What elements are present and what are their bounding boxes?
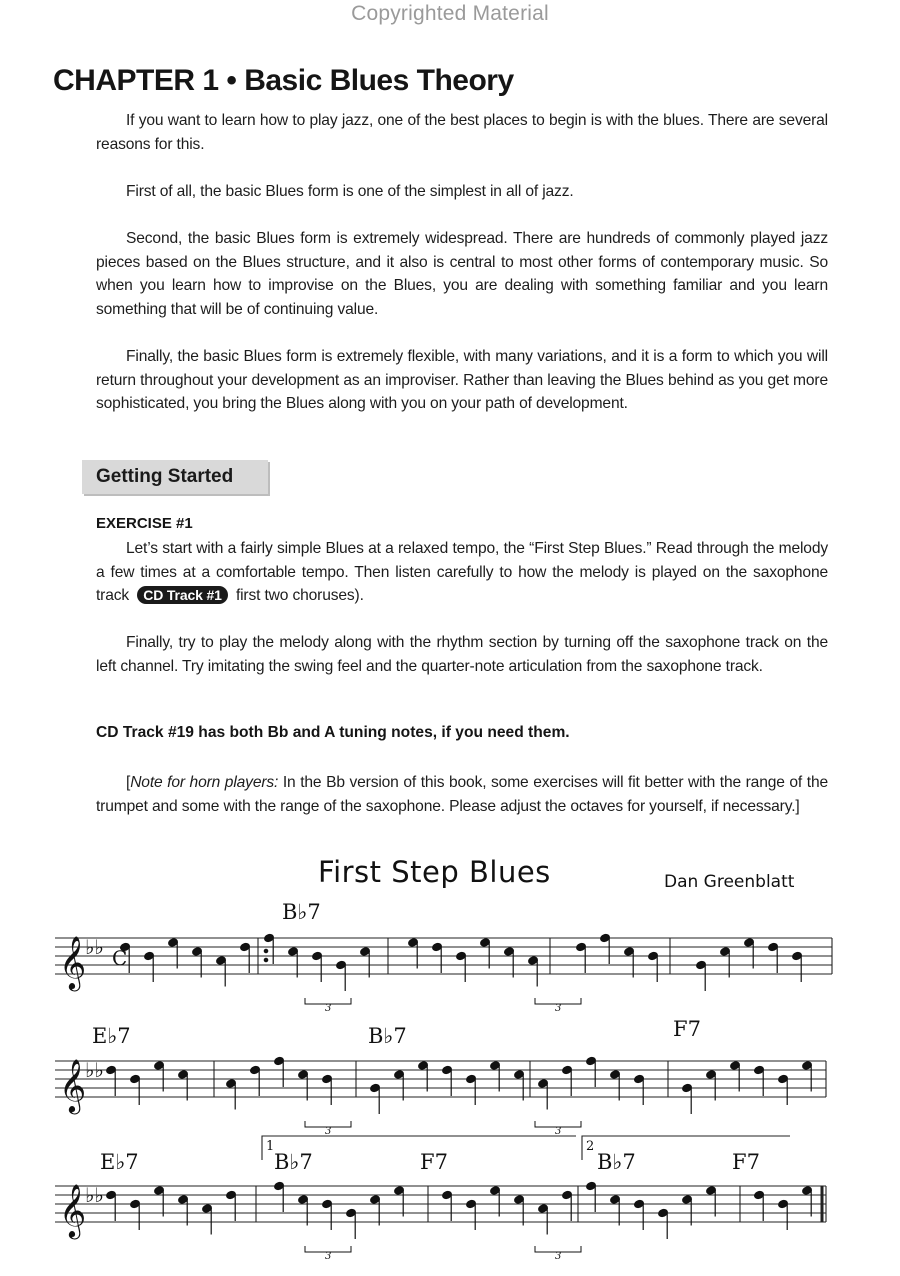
chord-symbol: B♭7 [368,1024,407,1048]
exercise-heading: EXERCISE #1 [96,515,193,532]
horn-note-label: Note for horn players: [130,774,279,791]
chord-symbol: F7 [420,1150,448,1174]
repeat-dot [264,949,268,953]
ending-bracket-1 [262,1136,576,1160]
treble-clef: 𝄞 [59,1058,87,1112]
repeat-dot [264,958,268,962]
chord-symbol: E♭7 [100,1150,139,1174]
cd-track-badge: CD Track #1 [137,586,228,604]
composer-name: Dan Greenblatt [664,872,795,892]
chord-symbol: F7 [732,1150,760,1174]
copyright-watermark: Copyrighted Material [351,2,549,25]
ending-bracket-2 [582,1136,790,1160]
triplet-number: 3 [555,1126,562,1137]
triplet-number: 3 [325,1251,332,1262]
triplet-number: 3 [555,1251,562,1262]
chapter-title: CHAPTER 1 • Basic Blues Theory [53,64,514,97]
ending-number-2: 2 [586,1139,595,1154]
paragraph-finally: Finally, the basic Blues form is extremely flexible, with many variations, and it is a form to which you will return throughout your development as an improviser. Rather than leaving the Blues behind as you get more sophisticated, you bring the Blues along with you on your path of development. [96,348,828,412]
key-signature: ♭♭ [85,935,104,959]
triplet-number: 3 [325,1003,332,1014]
song-title: First Step Blues [318,855,551,889]
chord-symbol: B♭7 [597,1150,636,1174]
treble-clef: 𝄞 [59,935,87,989]
tuning-note: CD Track #19 has both Bb and A tuning notes, if you need them. [96,724,570,741]
horn-note: [Note for horn players: In the Bb version of this book, some exercises will fit better with the range of the trumpet and some with the range of the saxophone. Please adjust the octaves for yourself, if necessary.] [96,774,828,815]
triplet-number: 3 [325,1126,332,1137]
paragraph-second: Second, the basic Blues form is extremely widespread. There are hundreds of commonly played jazz pieces based on the Blues structure, and it also is central to most other forms of contemporary music. So when you learn how to improvise on the Blues, you are dealing with something familiar and you learn something that will be of continuing value. [96,230,828,318]
horn-note-text: In the Bb version of this book, some exercises will fit better with the range of the trumpet and some with the range of the saxophone. Please adjust the octaves for yourself, if necessary. [96,774,828,815]
treble-clef: 𝄞 [59,1183,87,1237]
ending-number-1: 1 [266,1139,275,1154]
time-signature: C [112,946,128,970]
key-signature: ♭♭ [85,1183,104,1207]
exercise-paragraph-2: Finally, try to play the melody along with the rhythm section by turning off the saxophone track on the left channel. Try imitating the swing feel and the quarter-note articulation from the saxophone track. [96,634,828,675]
chord-symbol: B♭7 [282,900,321,924]
section-heading: Getting Started [96,466,234,487]
triplet-number: 3 [555,1003,562,1014]
chord-symbol: E♭7 [92,1024,131,1048]
key-signature: ♭♭ [85,1058,104,1082]
paragraph-intro: If you want to learn how to play jazz, one of the best places to begin is with the blues. There are several reasons for this. [96,112,828,153]
chord-symbol: B♭7 [274,1150,313,1174]
exercise-text-1a: Let’s start with a fairly simple Blues at a relaxed tempo, the “First Step Blues.” Read through the melody a few times at a comfortable tempo. Then listen carefully to how the melody is played on the saxophone track [96,540,828,604]
exercise-text-1b: first two choruses). [235,587,364,604]
chord-symbol: F7 [673,1017,701,1041]
paragraph-first: First of all, the basic Blues form is one of the simplest in all of jazz. [126,183,574,200]
